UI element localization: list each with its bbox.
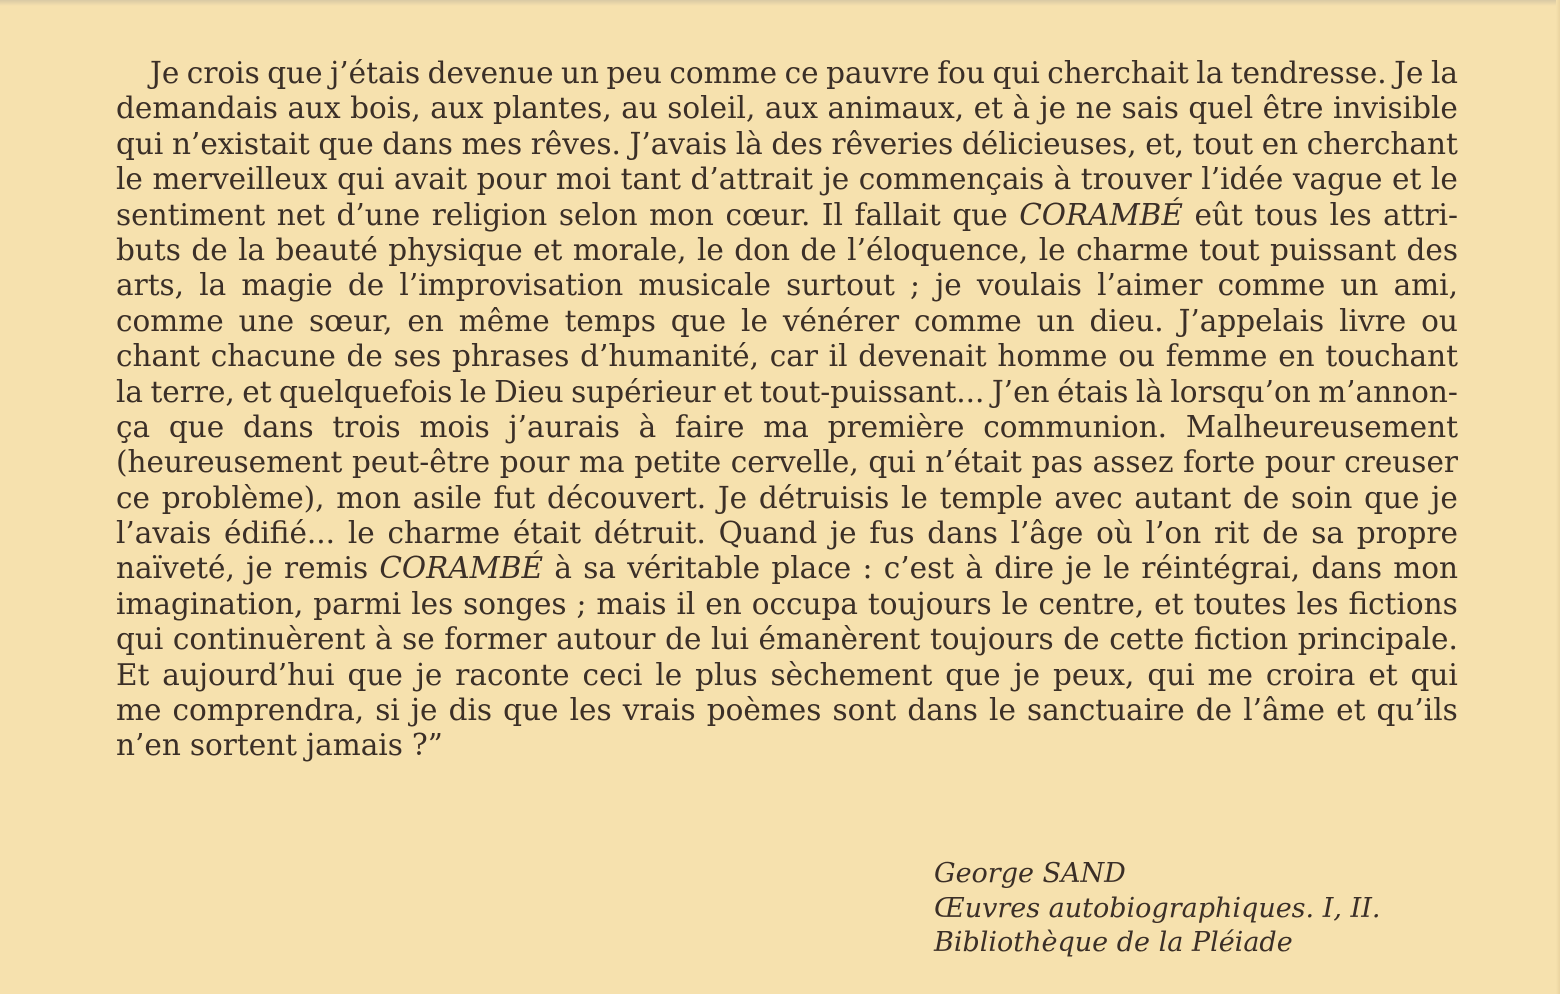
text-line: ça que dans trois mois j’aurais à faire ma première communion. Malheureusement: [116, 409, 1458, 444]
text-line: chant chacune de ses phrases d’humanité, car il devenait homme ou femme en touchant: [116, 339, 1458, 374]
citation-author: George SAND: [934, 858, 1126, 889]
text-line: demandais aux bois, aux plantes, au soleil, aux animaux, et à je ne sais quel être invisible: [116, 91, 1458, 126]
text-line: l’avais édifié... le charme était détruit. Quand je fus dans l’âge où l’on rit de sa propre: [116, 516, 1458, 551]
text-line: le merveilleux qui avait pour moi tant d’attrait je commençais à trouver l’idée vague et le: [116, 162, 1458, 197]
text-line: buts de la beauté physique et morale, le don de l’éloquence, le charme tout puissant des: [116, 232, 1458, 267]
quote-passage: [116, 56, 1458, 764]
text-line: qui n’existait que dans mes rêves. J’avais là des rêveries délicieuses, et, tout en cherchant: [116, 126, 1458, 161]
text-line: qui continuèrent à se former autour de lui émanèrent toujours de cette fiction principale.: [116, 622, 1458, 657]
text-line: naïveté, je remis CORAMBÉ à sa véritable place : c’est à dire je le réintégrai, dans mon: [116, 551, 1458, 586]
text-line: n’en sortent jamais ?”: [116, 728, 443, 763]
text-line: ce problème), mon asile fut découvert. Je détruisis le temple avec autant de soin que je: [116, 480, 1458, 515]
page-edge-shadow: [1556, 0, 1560, 994]
text-line: arts, la magie de l’improvisation musicale surtout ; je voulais l’aimer comme un ami,: [116, 268, 1458, 303]
text-line: Je crois que j’étais devenue un peu comme ce pauvre fou qui cherchait la tendresse. Je la: [150, 56, 1458, 90]
scan-edge: [0, 0, 1560, 6]
text-line: me comprendra, si je dis que les vrais poèmes sont dans le sanctuaire de l’âme et qu’ils: [116, 693, 1458, 728]
text-line: (heureusement peut-être pour ma petite cervelle, qui n’était pas assez forte pour creuser: [116, 445, 1458, 480]
citation-work: Œuvres autobiographiques. I, II.: [934, 892, 1381, 924]
citation-collection: Bibliothèque de la Pléiade: [934, 927, 1293, 958]
text-line: sentiment net d’une religion selon mon cœur. Il fallait que CORAMBÉ eût tous les attri-: [116, 197, 1458, 232]
text-line: Et aujourd’hui que je raconte ceci le plus sèchement que je peux, qui me croira et qui: [116, 657, 1458, 692]
text-line: imagination, parmi les songes ; mais il en occupa toujours le centre, et toutes les fictions: [116, 586, 1458, 621]
citation-block: [934, 857, 1380, 961]
text-line: la terre, et quelquefois le Dieu supérieur et tout-puissant... J’en étais là lorsqu’on m’annon-: [116, 374, 1458, 409]
text-line: comme une sœur, en même temps que le vénérer comme un dieu. J’appelais livre ou: [116, 303, 1458, 338]
